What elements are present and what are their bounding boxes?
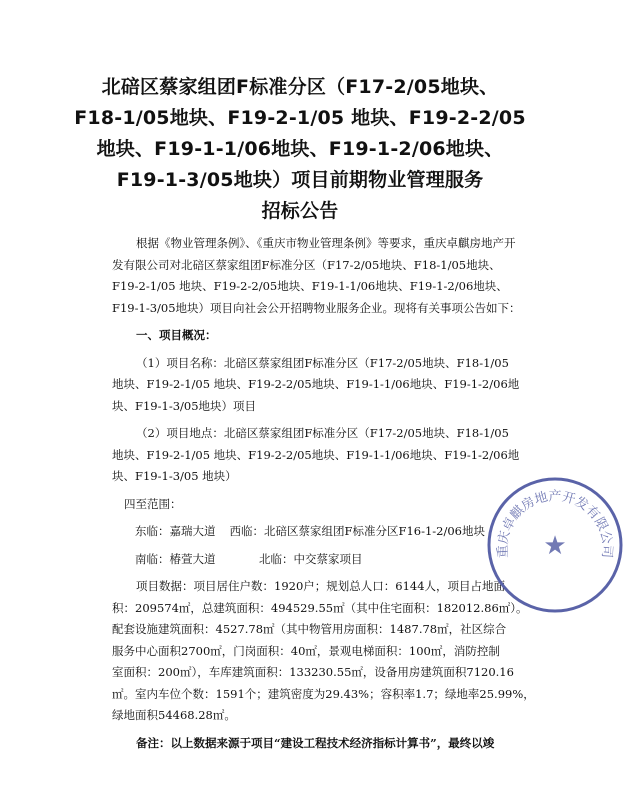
data-line: 室面积：200㎡），车库建筑面积：133230.55㎡，设备用房建筑面积7120.16 [112,665,514,679]
item-line: （2）项目地点：北碚区蔡家组团F标准分区（F17-2/05地块、F18-1/05 [136,426,509,440]
item-line: 块、F19-1-3/05地块）项目 [112,398,257,413]
company-seal-stamp [480,470,630,620]
intro-line: 发有限公司对北碚区蔡家组团F标准分区（F17-2/05地块、F18-1/05地块、 [112,257,501,272]
document-title [60,72,540,227]
title-line: F19-1-3/05地块）项目前期物业管理服务 [116,169,484,191]
data-line: 项目数据：项目居住户数：1920户；规划总人口：6144人，项目占地面 [136,579,506,593]
data-line: ㎡。室内车位个数：1591个；建筑密度为29.43%；容积率1.7；绿地率25.99%， [112,686,535,701]
boundary-north: 北临：中交蔡家项目 [259,551,363,566]
data-line: 绿地面积54468.28㎡。 [112,708,236,722]
intro-line: F19-1-3/05地块）项目向社会公开招聘物业服务企业。现将有关事项公告如下： [112,300,521,315]
title-line: 招标公告 [261,200,339,222]
title-line: 北碚区蔡家组团F标准分区（F17-2/05地块、 [101,76,499,98]
item-line: 地块、F19-2-1/05 地块、F19-2-2/05地块、F19-1-1/06地块、F19-1-2/06地 [112,377,520,391]
item-line: （1）项目名称：北碚区蔡家组团F标准分区（F17-2/05地块、F18-1/05 [136,355,509,370]
boundary-east: 东临：嘉瑞大道 [135,524,216,538]
seal-text: 重庆卓麒房地产开发有限公司 [495,489,615,559]
section-heading: 一、项目概况： [136,328,217,342]
intro-line: 根据《物业管理条例》、《重庆市物业管理条例》等要求，重庆卓麒房地产开 [136,236,516,250]
item-line: 块、F19-1-3/05 地块） [112,469,237,483]
item-line: 地块、F19-2-1/05 地块、F19-2-2/05地块、F19-1-1/06地块、F19-1-2/06地 [112,447,520,462]
title-line: 地块、F19-1-1/06地块、F19-1-2/06地块、 [96,138,504,160]
boundary-row [112,549,482,571]
data-line: 配套设施建筑面积：4527.78㎡（其中物管用房面积：1487.78㎡，社区综合 [112,622,507,636]
title-line: F18-1/05地块、F19-2-1/05 地块、F19-2-2/05 [74,107,526,129]
data-line: 积：209574㎡，总建筑面积：494529.55㎡（其中住宅面积：182012.86㎡）。 [112,600,528,615]
document-body [112,233,535,754]
data-line: 服务中心面积2700㎡，门岗面积：40㎡，景观电梯面积：100㎡，消防控制 [112,643,500,658]
boundary-row [112,521,486,543]
boundary-heading: 四至范围： [124,496,182,511]
boundary-south: 南临：椿萱大道 [135,551,216,566]
intro-line: F19-2-1/05 地块、F19-2-2/05地块、F19-1-1/06地块、F19-1-2/06地块、 [112,279,508,293]
note-line: 备注：以上数据来源于项目“建设工程技术经济指标计算书”，最终以竣 [136,735,495,750]
seal-star-icon: ★ [543,531,567,561]
boundary-west: 西临：北碚区蔡家组团F标准分区F16-1-2/06地块 [229,524,486,538]
